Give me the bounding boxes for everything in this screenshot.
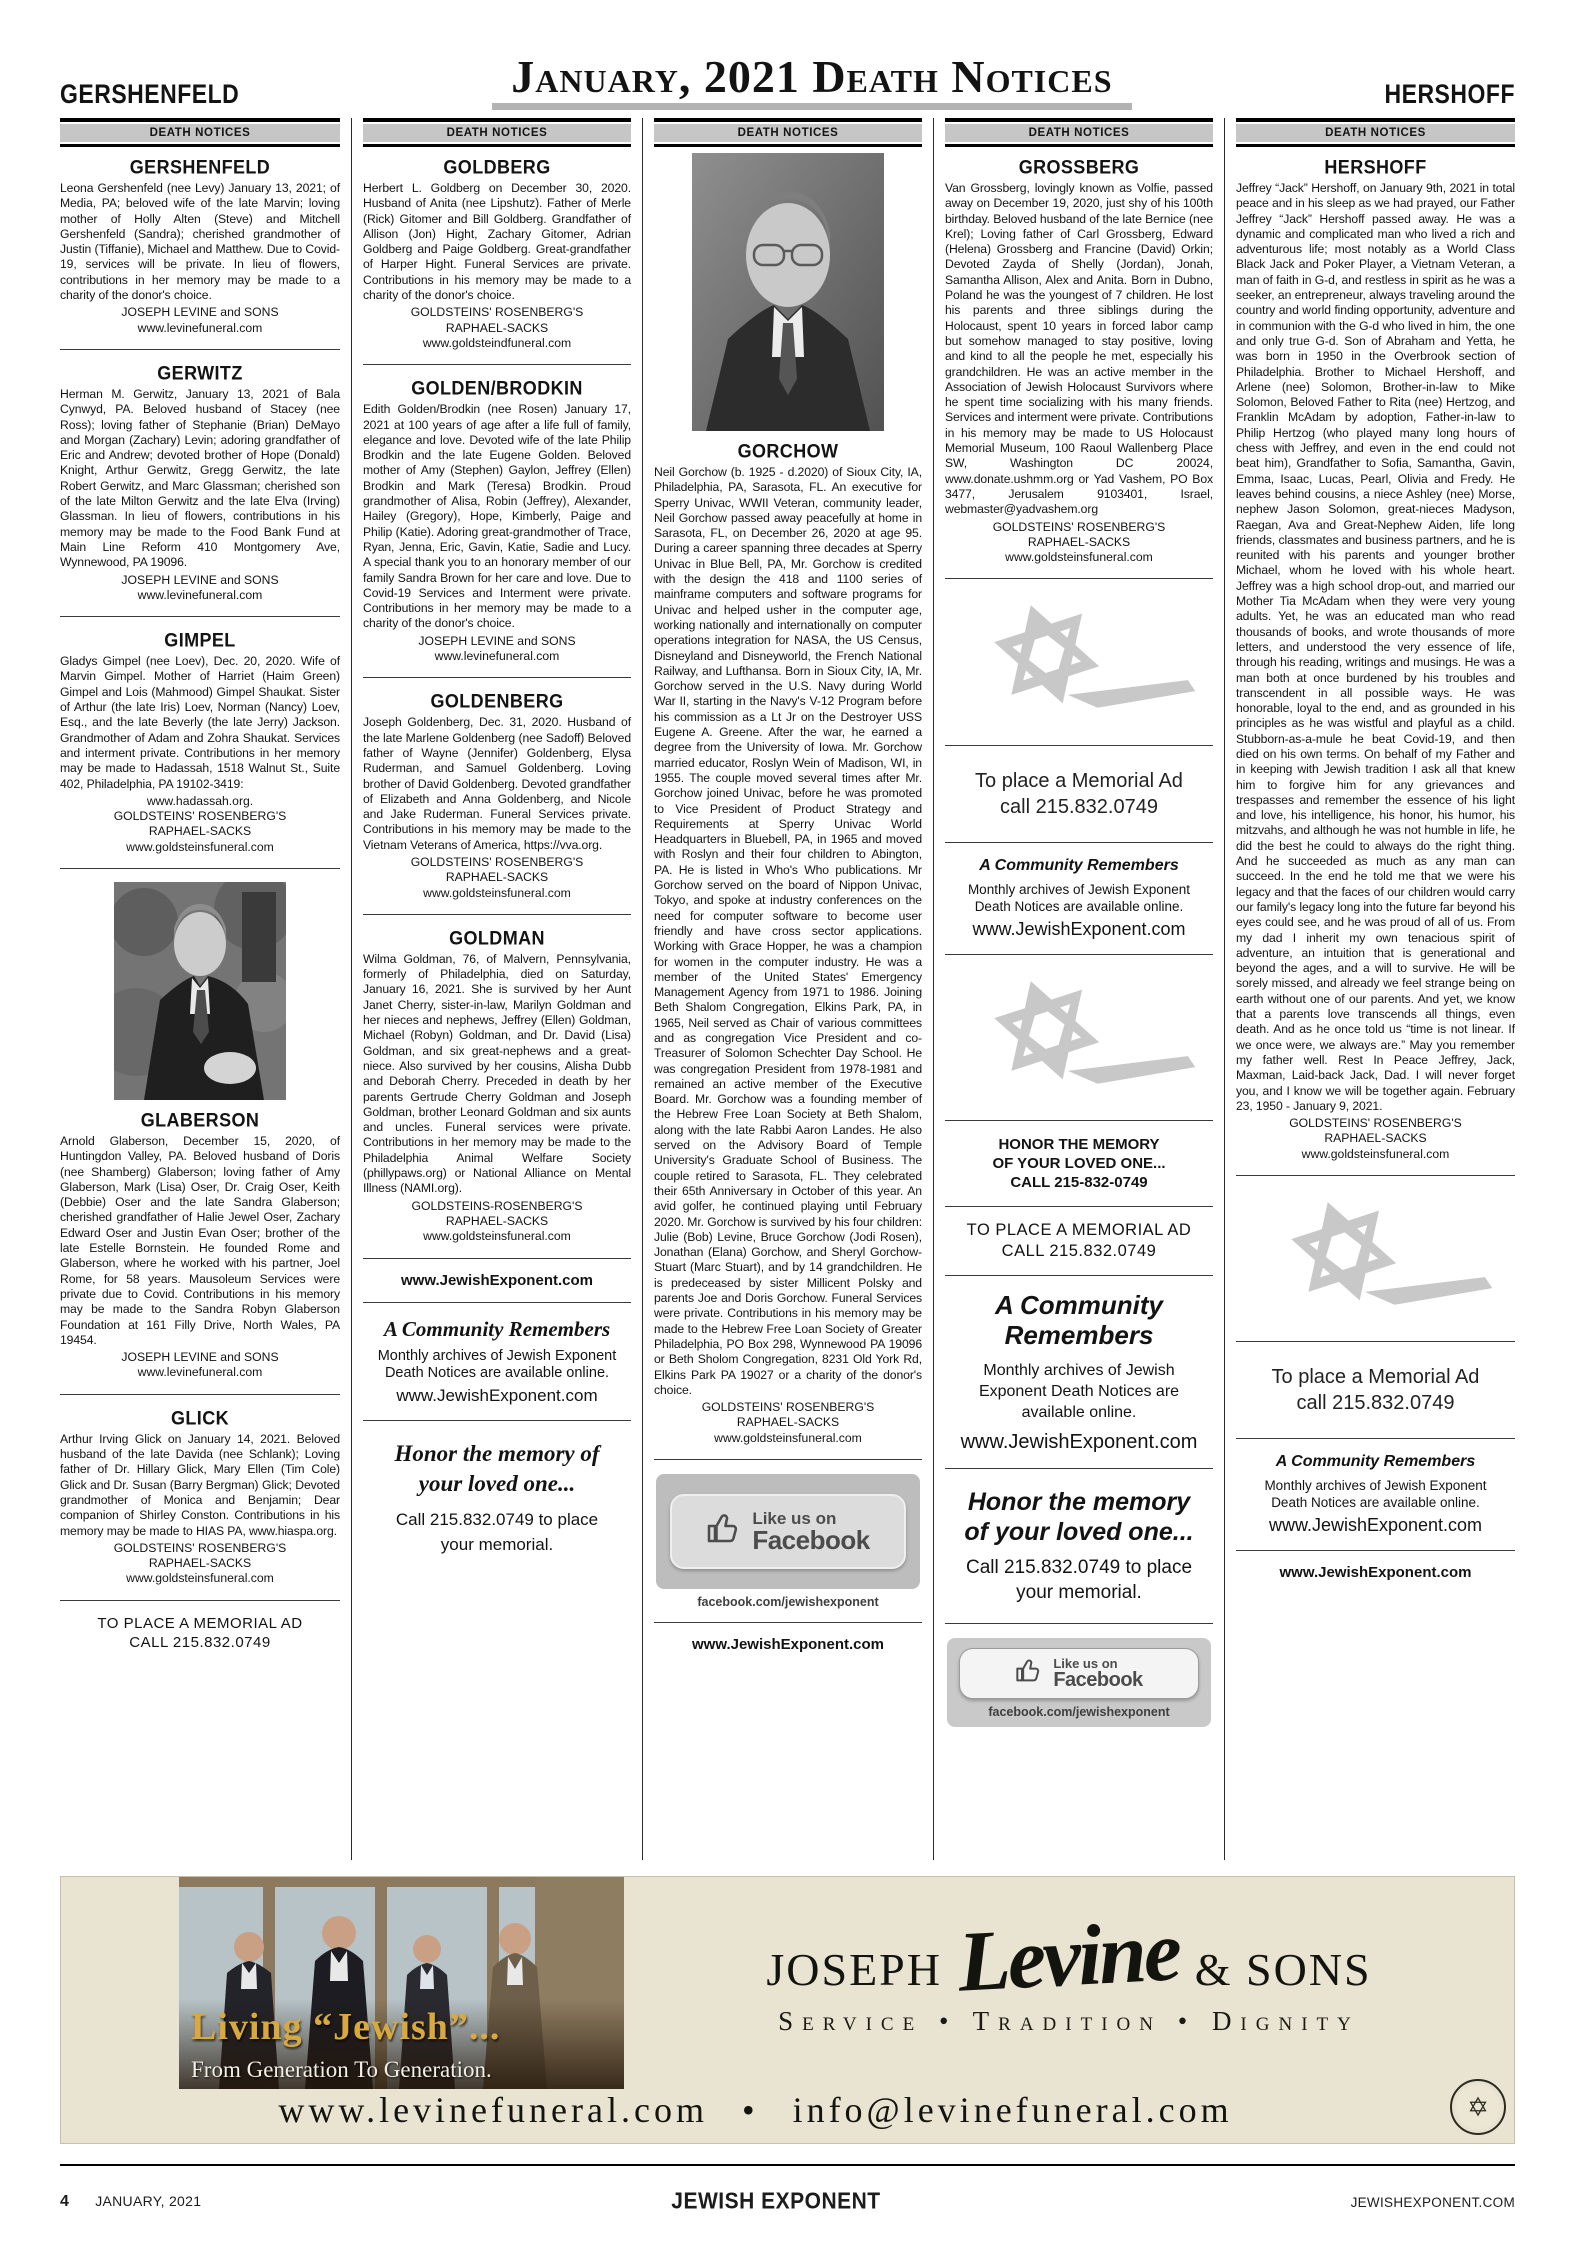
divider xyxy=(945,1623,1213,1624)
funeral-home-name: RAPHAEL-SACKS xyxy=(148,1556,252,1571)
memorial-ad-promo: TO PLACE A MEMORIAL AD CALL 215.832.0749 xyxy=(966,1220,1192,1260)
notice-gimpel xyxy=(60,630,340,855)
brand-logo xyxy=(766,1902,1372,2010)
notice-columns xyxy=(60,118,1515,1860)
facebook-widget[interactable] xyxy=(656,1474,920,1589)
issue-date: JANUARY, 2021 xyxy=(95,2193,202,2209)
funeral-home-name: RAPHAEL-SACKS xyxy=(736,1415,840,1430)
page-footer xyxy=(60,2166,1515,2214)
column-4 xyxy=(933,118,1224,1860)
funeral-home-url[interactable]: www.goldsteinsfuneral.com xyxy=(126,1571,274,1586)
jewish-exponent-url[interactable]: www.JewishExponent.com xyxy=(396,1385,598,1405)
death-notices-bar xyxy=(654,118,922,147)
notice-heading: GROSSBERG xyxy=(1018,156,1140,178)
funeral-home-url[interactable]: www.goldsteinsfuneral.com xyxy=(1005,550,1153,565)
notice-gorchow xyxy=(654,153,922,1446)
notice-body: Jeffrey “Jack” Hershoff, on January 9th, 2021 in total peace and in his sleep as we had prayed, our Father Jeffrey “Jack” Hershoff passed away. He was a dynamic and complicated man who lived a rich and adventurous life; most notably as a World Class Black Jack and Poker Player, a Vietnam Veteran, a man of faith in G-d, and restless in spirit as he was a seeker, an entrepreneur, always traveling around the country and world finding opportunity, adventure and in communion with the G-d who lived in him, the one and only true G-d. Son of Abraham and Yetta, he was born in 1950 in the Overbrook section of Philadelphia. Brother to Michael Hershoff, and Arlene (nee) Solomon, Brother-in-law to Mike Solomon, Beloved Father to Rita (nee) Hertzog, and Franklin McAdam by adoption, Father-in-law to Philip Hertzog (who played many long hours of chess with Jeffrey, and even in the end could not beat him), Grandfather to Sofia, Samantha, Gavin, Emma, Isaac, Lucas, Pearl, Olivia and Fredy. He leaves behind cousins, a niece Ashley (nee) Morse, nephew Jason Solomon, great-nieces Madyson, Raegan, Ava and Great-Nephew Aiden, life long friends, classmates and business partners, and he is reunited with his parents and younger brother Michael, whom he loved with his whole heart. Jeffrey was a high school drop-out, and married our Mother Tia McAdam when they were very young adults. Yet, he was an educated man who read thousands of books, and wrote thousands of more letters, and understood the very essence of life, through his reading, writings and musings. He was a man both at once burdened by his troubles and transcendent in all possible ways. He was honorable, loyal to the end, and as grounded in his principles as he was wistful and playful as a child. Stubborn-as-a-mule he beat Covid-19, and then died on his own terms. On behalf of my Father and in keeping with Jewish tradition I ask all that knew him to forgive him for any grievances and trespasses and remember the essence of his light and love, his intelligence, his honor, his humor, his mitzvahs, and although he was not humble in life, he did the best he could to always do the right thing. And he succeeded as much as any man can succeed. In the end he told me that we were his legacy and that the faces of our children would carry our family's legacy long into the future far beyond his eyes could see, and he was proud of all of us. From my dad I inherit my own tenacious spirit of adventure, an intuition that is generational and beyond the ages, and a will to survive. He will be sorely missed, and already we feel strange being on earth without one of our parents. And yet, we know that a parents love transcends all things, even death. And as he once told us “time is not linear. If we once were, we always are.” May you remember my father well. Rest In Peace Jeffrey, Jack, Maxman, Laid-back Jack, Dad. I will never forget you, and I know we will be together again. February 23, 1950 - January 9, 2021. xyxy=(1236,181,1515,1113)
funeral-home-name: RAPHAEL-SACKS xyxy=(1027,534,1131,549)
notice-body: Gladys Gimpel (nee Loev), Dec. 20, 2020. Wife of Marvin Gimpel. Mother of Harriet (Haim Green) Gimpel and Lois (Mahmood) Gimpel Shaukat. Sister of Arthur (the late Iris) Loev, Norman (Nancy) Loev, Esq., and the late Beverly (the late Jerry) Jackson. Grandmother of Adam and Zohra Shaukat. Services and interment private. Contributions in her memory may be made to Hadassah, 1518 Walnut St., Suite 402, Philadelphia, PA 19102-3419: xyxy=(60,654,340,791)
promo-body: Monthly archives of Jewish Exponent Death Notices are available online. xyxy=(377,1347,617,1381)
jewish-exponent-url[interactable]: www.JewishExponent.com xyxy=(1279,1564,1472,1582)
divider xyxy=(363,1258,631,1259)
funeral-home-name: RAPHAEL-SACKS xyxy=(445,1213,549,1228)
promo-title: A Community Remembers xyxy=(1275,1453,1476,1471)
funeral-home-name: GOLDSTEINS' ROSENBERG'S xyxy=(410,854,584,869)
notice-body: Herman M. Gerwitz, January 13, 2021 of Bala Cynwyd, PA. Beloved husband of Stacey (nee Ross); loving father of Stephanie (Brian) DeMayo and Morgan (Zachary) Levin; adoring grandfather of Eric and Andrew; devoted brother of Hope (Donald) Knight, Arthur Gerwitz, Gregg Gerwitz, the late Robert Gerwitz, and Marc Glassman; cherished son of the late Milton Gerwitz and the late Elva (Irving) Glassman. In lieu of flowers, contributions in his memory may be made to the Food Bank Fund at Main Line Reform 410 Montgomery Ave, Wynnewood, PA 19096. xyxy=(60,386,340,570)
notice-heading: GIMPEL xyxy=(164,629,236,651)
community-remembers-promo xyxy=(945,857,1213,940)
facebook-brand-label: Facebook xyxy=(1053,1668,1143,1691)
divider xyxy=(1236,1341,1515,1342)
divider xyxy=(60,1394,340,1395)
column-2 xyxy=(351,118,642,1860)
notice-heading: GORCHOW xyxy=(737,440,839,462)
page-number: 4 xyxy=(60,2193,70,2210)
funeral-home-name: RAPHAEL-SACKS xyxy=(445,320,549,335)
death-notices-label: DEATH NOTICES xyxy=(654,124,922,142)
death-notices-bar xyxy=(1236,118,1515,147)
promo-title: A Community Remembers xyxy=(383,1316,611,1341)
promo-title: Honor the memory of your loved one... xyxy=(964,1487,1194,1546)
divider xyxy=(945,745,1213,746)
funeral-home-name: GOLDSTEINS' ROSENBERG'S xyxy=(992,519,1166,534)
ad-photo-title: Living “Jewish”... xyxy=(191,2006,501,2048)
notice-golden-brodkin xyxy=(363,378,631,664)
notice-hershoff xyxy=(1236,157,1515,1162)
promo-title: Honor the memory of your loved one... xyxy=(394,1440,600,1496)
divider xyxy=(1236,1550,1515,1551)
divider xyxy=(1236,1175,1515,1176)
promo-body: Monthly archives of Jewish Exponent Death Notices are available online. xyxy=(967,881,1191,914)
honor-memory-promo xyxy=(363,1439,631,1557)
notice-goldenberg xyxy=(363,691,631,901)
honor-memory-promo xyxy=(945,1487,1213,1605)
promo-body: Call 215.832.0749 to place your memorial. xyxy=(965,1556,1193,1603)
bullet-separator: • xyxy=(741,2090,759,2130)
funeral-home-url[interactable]: www.goldsteinsfuneral.com xyxy=(126,839,274,854)
ad-website-url[interactable]: www.levinefuneral.com xyxy=(278,2090,708,2130)
funeral-home-url[interactable]: www.goldsteinsfuneral.com xyxy=(423,1229,571,1244)
death-notices-label: DEATH NOTICES xyxy=(363,124,631,142)
jewish-exponent-url[interactable]: www.JewishExponent.com xyxy=(972,918,1186,939)
funeral-home-name: RAPHAEL-SACKS xyxy=(148,824,252,839)
ad-photo xyxy=(179,1877,624,2089)
notice-body: Herbert L. Goldberg on December 30, 2020. Husband of Anita (nee Lipshutz). Father of Merle (Rick) Gitomer and Bill Goldberg. Grandfather of Allison (Jon) Hight, Zachary Gitomer, Adrian Goldberg and Paige Goldberg. Great-grandfather of Harper Hight. Funeral Services are private. Contributions in his memory may be made to a charity of the donor's choice. xyxy=(363,181,631,303)
star-of-david-graphic xyxy=(1256,1194,1496,1323)
promo-title: A Community Remembers xyxy=(994,1289,1164,1350)
brand-rest: & SONS xyxy=(1194,1944,1372,1995)
facebook-like-button[interactable] xyxy=(959,1648,1199,1699)
column-1 xyxy=(60,118,351,1860)
notice-heading: GOLDMAN xyxy=(449,927,545,949)
death-notices-bar xyxy=(363,118,631,147)
notice-gershenfeld xyxy=(60,157,340,336)
page-title: January, 2021 Death Notices xyxy=(511,51,1113,102)
death-notices-bar xyxy=(945,118,1213,147)
notice-glaberson xyxy=(60,882,340,1381)
divider xyxy=(1236,1438,1515,1439)
ad-photo-subtitle: From Generation To Generation. xyxy=(191,2057,492,2082)
ad-email[interactable]: info@levinefuneral.com xyxy=(792,2090,1233,2130)
funeral-home-name: JOSEPH LEVINE and SONS xyxy=(418,633,576,648)
promo-body: Monthly archives of Jewish Exponent Death Notices are available online. xyxy=(1264,1478,1487,1511)
funeral-home-url[interactable]: www.levinefuneral.com xyxy=(137,587,263,602)
community-remembers-promo xyxy=(363,1317,631,1406)
funeral-home-name: GOLDSTEINS' ROSENBERG'S xyxy=(410,305,584,320)
publication-name: JEWISH EXPONENT xyxy=(671,2188,881,2215)
notice-body: Arthur Irving Glick on January 14, 2021. Beloved husband of the late Davida (nee Schlank); Loving father of Dr. Hillary Glick, Mary Ellen (Tim Cole) Glick and Dr. Susan (Barry Bergman) Glick; Devoted grandmother of Monica and Benjamin; Dear companion of Shirley Conston. Contributions in his memory may be made to HIAS PA, www.hiaspa.org. xyxy=(60,1431,340,1538)
funeral-home-name: GOLDSTEINS' ROSENBERG'S xyxy=(701,1400,875,1415)
levine-and-sons-ad[interactable] xyxy=(60,1876,1515,2144)
ad-brand-area xyxy=(624,1877,1514,2082)
ad-contact-row xyxy=(61,2083,1450,2137)
divider xyxy=(945,1120,1213,1121)
divider xyxy=(654,1622,922,1623)
masthead-left-name: GERSHENFELD xyxy=(60,78,240,109)
funeral-home-name: RAPHAEL-SACKS xyxy=(445,870,549,885)
divider xyxy=(60,1600,340,1601)
facebook-brand-label: Facebook xyxy=(752,1525,870,1555)
funeral-home-url[interactable]: www.goldsteindfuneral.com xyxy=(422,335,572,350)
divider xyxy=(363,1420,631,1421)
death-notices-label: DEATH NOTICES xyxy=(60,124,340,142)
notice-goldman xyxy=(363,928,631,1245)
notice-glick xyxy=(60,1408,340,1587)
notice-heading: GOLDENBERG xyxy=(430,690,564,713)
jewish-exponent-url[interactable]: www.JewishExponent.com xyxy=(1268,1515,1483,1536)
notice-body: Arnold Glaberson, December 15, 2020, of Huntingdon Valley, PA. Beloved husband of Doris (nee Shamberg) Glaberson; loving father of Amy Glaberson, Mark (Lisa) Oser, Dr. Craig Oser, Keith (Debbie) Oser and the late Sandra Glaberson; cherished grandfather of Halie Jewel Oser, Zachary Edward Oser and Justin Evan Oser; brother of the late Estelle Bornstein. He founded Rome and Glaberson, where he worked with his partner, Joel Rome, for 58 years. Mausoleum Services were private due to Covid. Contributions in his memory may be made to the Sandra Robyn Glaberson Foundation at 161 Filly Drive, North Wales, PA 19454. xyxy=(60,1133,340,1347)
notice-body: Neil Gorchow (b. 1925 - d.2020) of Sioux City, IA, Philadelphia, PA, Sarasota, FL. An executive for Sperry Univac, WWII Veteran, community leader, Neil Gorchow passed away peacefully at home in Sarasota, FL, on December 26, 2020 at age 95. During a career spanning three decades at Sperry Univac in Blue Bell, PA, Mr. Gorchow is credited with the design the 418 and 1100 series of mainframe computers and software programs for Univac and helped usher in the computer age, working nationally and internationally on computer operations integration for NASA, the US Census, Disneyland and Disneyworld, the French National Railway, and Lufthansa. Born in Sioux City, IA, Mr. Gorchow served in the U.S. Navy during World War II, starting in the Navy's V-12 Program before his commission as a Lt Jr on the Destroyer USS Eugene A. Greene. After the war, he earned a degree from the University of Iowa. Mr. Gorchow married educator, Roslyn Wein of Madison, WI, in 1955. The couple moved several times after Mr. Gorchow joined Univac, before he was promoted to Vice President of Product Strategy and Requirements at Sperry Univac World Headquarters in Bluebell, PA, in 1965 and moved with Roslyn and their four children to Abington, PA. He is listed in Who's Who publications. Mr Gorchow served on the board of Nippon Univac, Tokyo, and spoke at industry conferences on the need for computer software to become user friendly and have cross sector applications. Working with Grace Hopper, he was a champion for women in the computer industry. He was a member of the United States' Emergency Management Agency from 1971 to 1986. Joining Beth Shalom Congregation, Elkins Park, PA, in 1965, Neil served as Chair of various committees and as congregation Vice President and co-Treasurer of Solomon Schechter Day School. He was congregation President from 1978-1981 and remained an active member of the Executive Board. Mr. Gorchow was a founding member of the Hebrew Free Loan Society at Beth Shalom, along with the late Rabbi Aaron Landes. He also served on the Advisory Board of Temple University's Graduate School of Business. The couple retired to Sarasota, FL. They celebrated their 65th Anniversary in October of this year. An avid golfer, he continued playing until February 2020. Mr. Gorchow is survived by his four children: Julie (Bob) Levine, Bruce Gorchow (Jodi Rosen), Jonathan (Elana) Gorchow, and Sheryl Gorchow-Stuart (Marc Stuart), and by 14 grandchildren. He is predeceased by sister Millicent Polsky and parents Joe and Doris Gorchow. Funeral Services were private. Contributions in his memory may be made to the Hebrew Free Loan Society of Greater Philadelphia, PO Box 298, Wynnewood PA 19096 or Beth Sholom Congregation, 8231 Old York Rd, Elkins Park PA 19027 or a charity of the donor's choice. xyxy=(654,465,922,1397)
funeral-home-url[interactable]: www.goldsteinsfuneral.com xyxy=(1301,1146,1450,1161)
facebook-like-label: Like us on xyxy=(1053,1655,1118,1671)
divider xyxy=(945,578,1213,579)
divider xyxy=(945,842,1213,843)
masthead-right-name: HERSHOFF xyxy=(1384,78,1515,109)
notice-heading: HERSHOFF xyxy=(1324,156,1427,178)
divider xyxy=(945,1275,1213,1276)
funeral-home-url[interactable]: www.levinefuneral.com xyxy=(137,320,263,335)
divider xyxy=(363,364,631,365)
charity-url[interactable]: www.hadassah.org. xyxy=(146,793,254,808)
divider xyxy=(363,677,631,678)
facebook-widget[interactable] xyxy=(947,1638,1211,1727)
notice-heading: GOLDBERG xyxy=(443,156,551,178)
gorchow-portrait-photo xyxy=(654,153,922,431)
thumbs-up-icon xyxy=(1015,1657,1043,1690)
notice-body: Edith Golden/Brodkin (nee Rosen) January 17, 2021 at 100 years of age after a life full of family, elegance and love. Devoted wife of the late Philip Brodkin and the late Eugene Golden. Beloved mother of Amy (Stephen) Gaylon, Jeffrey (Ellen) Brodkin and Mark (Teresa) Brodkin. Proud grandmother of Alisa, Robin (Jeffrey), Alexander, Hailey (Gregory), Hope, Kimberly, Paige and Philip (Katie). Adoring great-grandmother of Trace, Ryan, Jenna, Eric, Gavin, Katie, Sadie and Lucy. A special thank you to an honorary member of our family Sandra Brown for her care and love. Due to Covid-19 Services and Interment were private. Contributions in her memory may be made to a charity of the donor's choice. xyxy=(363,402,631,631)
notice-grossberg xyxy=(945,157,1213,565)
community-remembers-promo xyxy=(945,1290,1213,1454)
funeral-home-name: JOSEPH LEVINE and SONS xyxy=(121,305,279,320)
notice-body: Van Grossberg, lovingly known as Volfie, passed away on December 19, 2020, just shy of his 100th birthday. Beloved husband of the late Bernice (nee Krel); Loving father of Carl Grossberg, Edward (Helena) Grossberg and Francine (David) Orkin; Devoted Zayda of Shelly (Jordan), Jonah, Samantha Allison, Alex and Anita. Born in Dubno, Poland he was the youngest of 7 children. He lost his parents and three siblings during the Holocaust, spent 10 years in forced labor camp but somehow managed to stay positive, loving and kind to all the people he met, especially his grandchildren. He was an active member in the Association of Jewish Holocaust Survivors where he spent time socializing with his many friends. Services and interment were private. Contributions in his memory may be made to US Holocaust Memorial Museum, 100 Raoul Wallenberg Place SW, Washington DC 20024, www.donate.ushmm.org or Yad Vashem, PO Box 3477, Jerusalem 9103401, Israel, webmaster@yadvashem.org xyxy=(945,181,1213,517)
ad-tagline: Service • Tradition • Dignity xyxy=(778,2006,1360,2036)
publication-website[interactable]: JEWISHEXPONENT.COM xyxy=(1350,2194,1515,2210)
notice-body: Joseph Goldenberg, Dec. 31, 2020. Husband of the late Marlene Goldenberg (nee Sadoff) Beloved father of Wayne (Jennifer) Goldenberg, Elysa Ruderman, and Samuel Goldenberg. Loving brother of David Goldenberg. Devoted grandfather of Elizabeth and Anna Goldenberg, and Nicole and Jake Ruderman. Funeral Services private. Contributions in his memory may be made to the Vietnam Veterans of America, https://vva.org. xyxy=(363,715,631,852)
divider xyxy=(60,349,340,350)
death-notices-label: DEATH NOTICES xyxy=(1236,124,1515,142)
brand-first-word: JOSEPH xyxy=(766,1944,942,1995)
column-5 xyxy=(1224,118,1515,1860)
funeral-home-name: RAPHAEL-SACKS xyxy=(1324,1131,1427,1146)
divider xyxy=(945,954,1213,955)
divider xyxy=(945,1206,1213,1207)
community-remembers-promo xyxy=(1236,1453,1515,1536)
notice-heading: GERSHENFELD xyxy=(129,156,271,178)
promo-body: Call 215.832.0749 to place your memorial. xyxy=(395,1509,599,1554)
title-underline xyxy=(492,103,1132,110)
funeral-home-name: GOLDSTEINS' ROSENBERG'S xyxy=(113,809,287,824)
facebook-like-label: Like us on xyxy=(752,1509,837,1528)
funeral-home-name: GOLDSTEINS' ROSENBERG'S xyxy=(1289,1116,1462,1131)
jewish-exponent-url[interactable]: www.JewishExponent.com xyxy=(960,1430,1198,1453)
notice-body: Leona Gershenfeld (nee Levy) January 13, 2021; of Media, PA; beloved wife of the late Marvin; loving mother of Holly Alten (Steve) and Mitchell Gershenfeld (Sandra); cherished grandmother of Justin (Tiffanie), Michael and Matthew. Due to Covid-19, services will be private. In lieu of flowers, contributions in her memory may be made to a charity of the donor's choice. xyxy=(60,181,340,303)
funeral-home-url[interactable]: www.levinefuneral.com xyxy=(434,649,560,664)
promo-body: Monthly archives of Jewish Exponent Death Notices are available online. xyxy=(978,1361,1180,1421)
memorial-ad-promo: To place a Memorial Ad call 215.832.0749 xyxy=(1271,1366,1480,1415)
funeral-home-name: GOLDSTEINS' ROSENBERG'S xyxy=(113,1540,287,1555)
facebook-url[interactable]: facebook.com/jewishexponent xyxy=(697,1595,879,1609)
column-3 xyxy=(642,118,933,1860)
glaberson-portrait-photo xyxy=(60,882,340,1100)
divider xyxy=(60,868,340,869)
divider xyxy=(363,1302,631,1303)
funeral-home-url[interactable]: www.goldsteinsfuneral.com xyxy=(714,1430,862,1445)
divider xyxy=(945,1468,1213,1469)
jewish-exponent-url[interactable]: www.JewishExponent.com xyxy=(401,1271,593,1289)
divider xyxy=(363,914,631,915)
notice-gerwitz xyxy=(60,363,340,603)
masthead xyxy=(60,0,1515,110)
facebook-like-button[interactable] xyxy=(670,1494,906,1569)
funeral-home-name: JOSEPH LEVINE and SONS xyxy=(121,572,279,587)
funeral-directors-seal-icon: ✡ xyxy=(1450,2079,1506,2135)
death-notices-bar xyxy=(60,118,340,147)
brand-script-word: Levine xyxy=(955,1902,1182,2010)
death-notices-label: DEATH NOTICES xyxy=(945,124,1213,142)
notice-heading: GOLDEN/BRODKIN xyxy=(411,377,583,400)
notice-goldberg xyxy=(363,157,631,351)
star-of-david-graphic xyxy=(959,973,1199,1102)
promo-title: A Community Remembers xyxy=(979,856,1179,874)
funeral-home-name: JOSEPH LEVINE and SONS xyxy=(121,1350,279,1365)
divider xyxy=(60,616,340,617)
memorial-ad-promo: TO PLACE A MEMORIAL AD CALL 215.832.0749 xyxy=(97,1614,303,1651)
honor-memory-caps-promo: HONOR THE MEMORY OF YOUR LOVED ONE... CALL 215-832-0749 xyxy=(992,1135,1166,1191)
notice-body: Wilma Goldman, 76, of Malvern, Pennsylvania, formerly of Philadelphia, died on Saturday, January 16, 2021. She is survived by her Aunt Janet Cherry, sister-in-law, Marilyn Goldman and her nieces and nephews, Jeffrey (Ellen) Goldman, Michael (Robyn) Goldman, and Dr. David (Lisa) Goldman, and six great-nephews and a great-niece. Also survived by her cousins, Alisha Dubb and Deborah Cherry. Preceded in death by her parents Gertrude Cherry Goldman and Joseph Goldman, brother Leonard Goldman and six aunts and uncles. Funeral services were private. Contributions in her memory may be made to the Philadelphia Animal Welfare Society (phillypaws.org) or National Alliance on Mental Illness (NAMI.org). xyxy=(363,951,631,1196)
funeral-home-url[interactable]: www.goldsteinsfuneral.com xyxy=(423,885,571,900)
star-of-david-graphic xyxy=(959,597,1199,726)
funeral-home-name: GOLDSTEINS-ROSENBERG'S xyxy=(411,1198,583,1213)
facebook-url[interactable]: facebook.com/jewishexponent xyxy=(988,1704,1170,1719)
notice-heading: GLABERSON xyxy=(140,1109,260,1131)
divider xyxy=(654,1459,922,1460)
notice-heading: GLICK xyxy=(171,1406,229,1429)
memorial-ad-promo: To place a Memorial Ad call 215.832.0749 xyxy=(975,769,1183,818)
funeral-home-url[interactable]: www.levinefuneral.com xyxy=(137,1365,263,1380)
notice-heading: GERWITZ xyxy=(157,362,243,384)
jewish-exponent-url[interactable]: www.JewishExponent.com xyxy=(692,1636,884,1653)
thumbs-up-icon xyxy=(706,1511,742,1552)
